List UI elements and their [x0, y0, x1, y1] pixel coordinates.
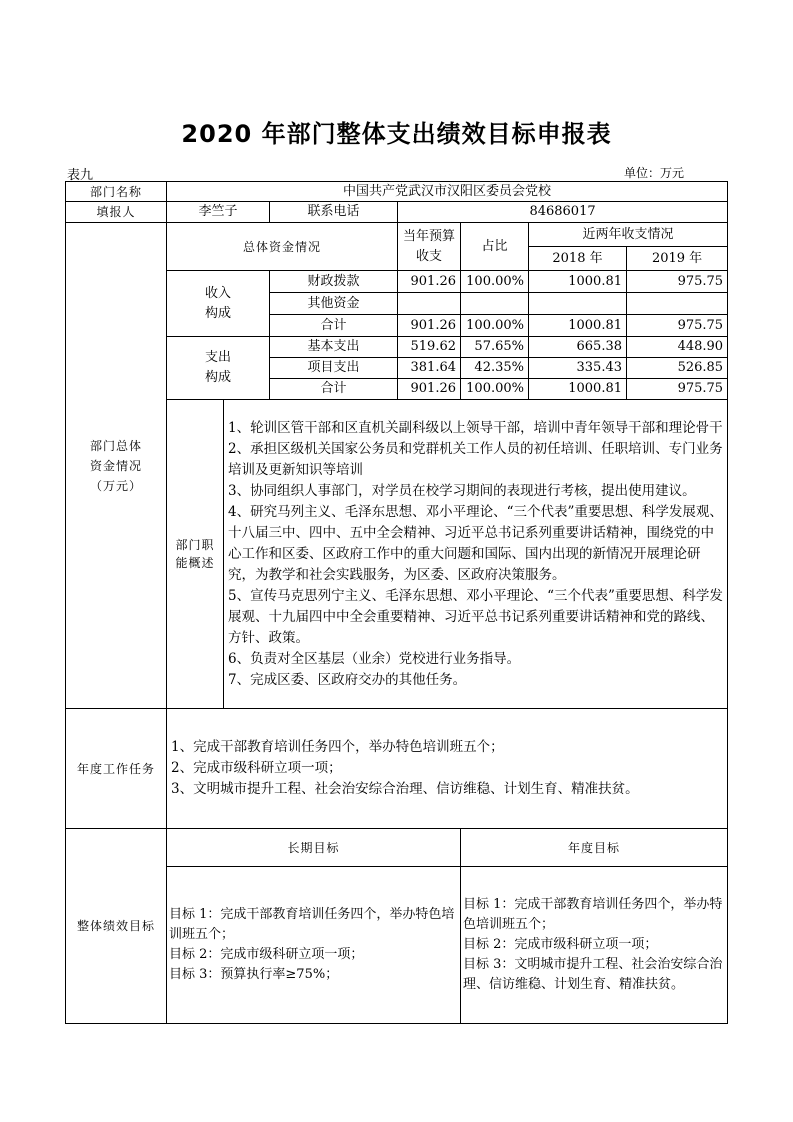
expense-ratio: 100.00%	[461, 379, 529, 400]
functions-content	[224, 400, 728, 709]
function-item: 6、负责对全区基层（业余）党校进行业务指导。	[228, 650, 521, 667]
filler-label: 填报人	[66, 202, 167, 223]
task-item: 3、文明城市提升工程、社会治安综合治理、信访维稳、计划生育、精准扶贫。	[171, 781, 639, 797]
income-2019: 975.75	[627, 271, 728, 293]
funds-header-row	[66, 223, 728, 247]
filler-row	[66, 202, 728, 223]
dept-name-row	[66, 182, 728, 202]
annual-goal-item: 目标 2：完成市级科研立项一项；	[463, 937, 658, 952]
expense-item-name: 项目支出	[270, 358, 398, 379]
expense-budget: 381.64	[398, 358, 461, 379]
expense-item-name: 基本支出	[270, 337, 398, 358]
income-2019: 975.75	[627, 315, 728, 337]
long-term-goals	[167, 867, 461, 1024]
function-item: 4、研究马列主义、毛泽东思想、邓小平理论、“三个代表”重要思想、科学发展观、十八届三中、四中、五中全会精神、习近平总书记系列重要讲话精神，围绕党的中心工作和区委、区政府工作中的重大问题和国际、国内出现的新情况开展理论研究，为教学和社会实践服务，为区委、区政府决策服务。	[228, 503, 723, 583]
expense-2018: 1000.81	[529, 379, 627, 400]
income-budget: 901.26	[398, 315, 461, 337]
income-item-name: 财政拨款	[270, 271, 398, 293]
annual-goals-header: 年度目标	[461, 829, 728, 867]
funds-section-label: 部门总体 资金情况 （万元）	[66, 223, 167, 709]
long-term-goal-item: 目标 2：完成市级科研立项一项；	[169, 947, 364, 962]
expense-label: 支出 构成	[167, 337, 270, 400]
phone-value: 84686017	[398, 202, 728, 223]
overall-funds-label: 总体资金情况	[167, 223, 398, 271]
expense-budget: 901.26	[398, 379, 461, 400]
filler-value: 李竺子	[167, 202, 270, 223]
annual-tasks-row	[66, 709, 728, 829]
goals-label: 整体绩效目标	[66, 829, 167, 1024]
income-2018	[529, 293, 627, 315]
income-item-name: 合计	[270, 315, 398, 337]
income-budget	[398, 293, 461, 315]
year-2019-header: 2019 年	[627, 247, 728, 271]
function-item: 3、协同组织人事部门，对学员在校学习期间的表现进行考核，提出使用建议。	[228, 482, 696, 499]
function-item: 5、宣传马克思列宁主义、毛泽东思想、邓小平理论、“三个代表”重要思想、科学发展观、十九届四中中全会重要精神、习近平总书记系列重要讲话精神和党的路线、方针、政策。	[228, 587, 723, 646]
annual-goals	[461, 867, 728, 1024]
income-ratio: 100.00%	[461, 271, 529, 293]
expense-2019: 975.75	[627, 379, 728, 400]
page-title: 2020 年部门整体支出绩效目标申报表	[181, 120, 612, 148]
ratio-header: 占比	[461, 223, 529, 271]
long-term-goal-item: 目标 3：预算执行率≥75%；	[169, 967, 339, 982]
income-ratio	[461, 293, 529, 315]
recent-years-header: 近两年收支情况	[529, 223, 728, 247]
expense-ratio: 57.65%	[461, 337, 529, 358]
income-2018: 1000.81	[529, 315, 627, 337]
function-item: 7、完成区委、区政府交办的其他任务。	[228, 671, 467, 688]
function-item: 1、轮训区管干部和区直机关副科级以上领导干部，培训中青年领导干部和理论骨干	[228, 419, 723, 436]
expense-2019: 526.85	[627, 358, 728, 379]
expense-ratio: 42.35%	[461, 358, 529, 379]
performance-form-table	[65, 181, 728, 1024]
year-2018-header: 2018 年	[529, 247, 627, 271]
expense-item-name: 合计	[270, 379, 398, 400]
function-item: 2、承担区级机关国家公务员和党群机关工作人员的初任培训、任职培训、专门业务培训及更新知识等培训	[228, 440, 723, 478]
income-ratio: 100.00%	[461, 315, 529, 337]
table-number: 表九	[67, 168, 94, 183]
phone-label: 联系电话	[270, 202, 398, 223]
dept-name-label: 部门名称	[66, 182, 167, 202]
functions-label: 部门职能概述	[167, 400, 224, 709]
dept-name-value: 中国共产党武汉市汉阳区委员会党校	[167, 182, 728, 202]
expense-2018: 335.43	[529, 358, 627, 379]
annual-tasks-label: 年度工作任务	[66, 709, 167, 829]
annual-goal-item: 目标 1：完成干部教育培训任务四个，举办特色培训班五个；	[463, 897, 723, 932]
long-term-goal-item: 目标 1：完成干部教育培训任务四个，举办特色培训班五个；	[169, 907, 455, 942]
unit-label: 单位：万元	[624, 166, 685, 180]
task-item: 1、完成干部教育培训任务四个，举办特色培训班五个；	[171, 739, 504, 755]
expense-budget: 519.62	[398, 337, 461, 358]
income-label: 收入 构成	[167, 271, 270, 337]
annual-goal-item: 目标 3：文明城市提升工程、社会治安综合治理、信访维稳、计划生育、精准扶贫。	[463, 957, 723, 992]
long-term-header: 长期目标	[167, 829, 461, 867]
income-2018: 1000.81	[529, 271, 627, 293]
expense-2018: 665.38	[529, 337, 627, 358]
expense-2019: 448.90	[627, 337, 728, 358]
goals-header-row	[66, 829, 728, 867]
budget-header: 当年预算 收支	[398, 223, 461, 271]
task-item: 2、完成市级科研立项一项；	[171, 760, 342, 776]
annual-tasks-content	[167, 709, 728, 829]
income-budget: 901.26	[398, 271, 461, 293]
income-item-name: 其他资金	[270, 293, 398, 315]
income-2019	[627, 293, 728, 315]
